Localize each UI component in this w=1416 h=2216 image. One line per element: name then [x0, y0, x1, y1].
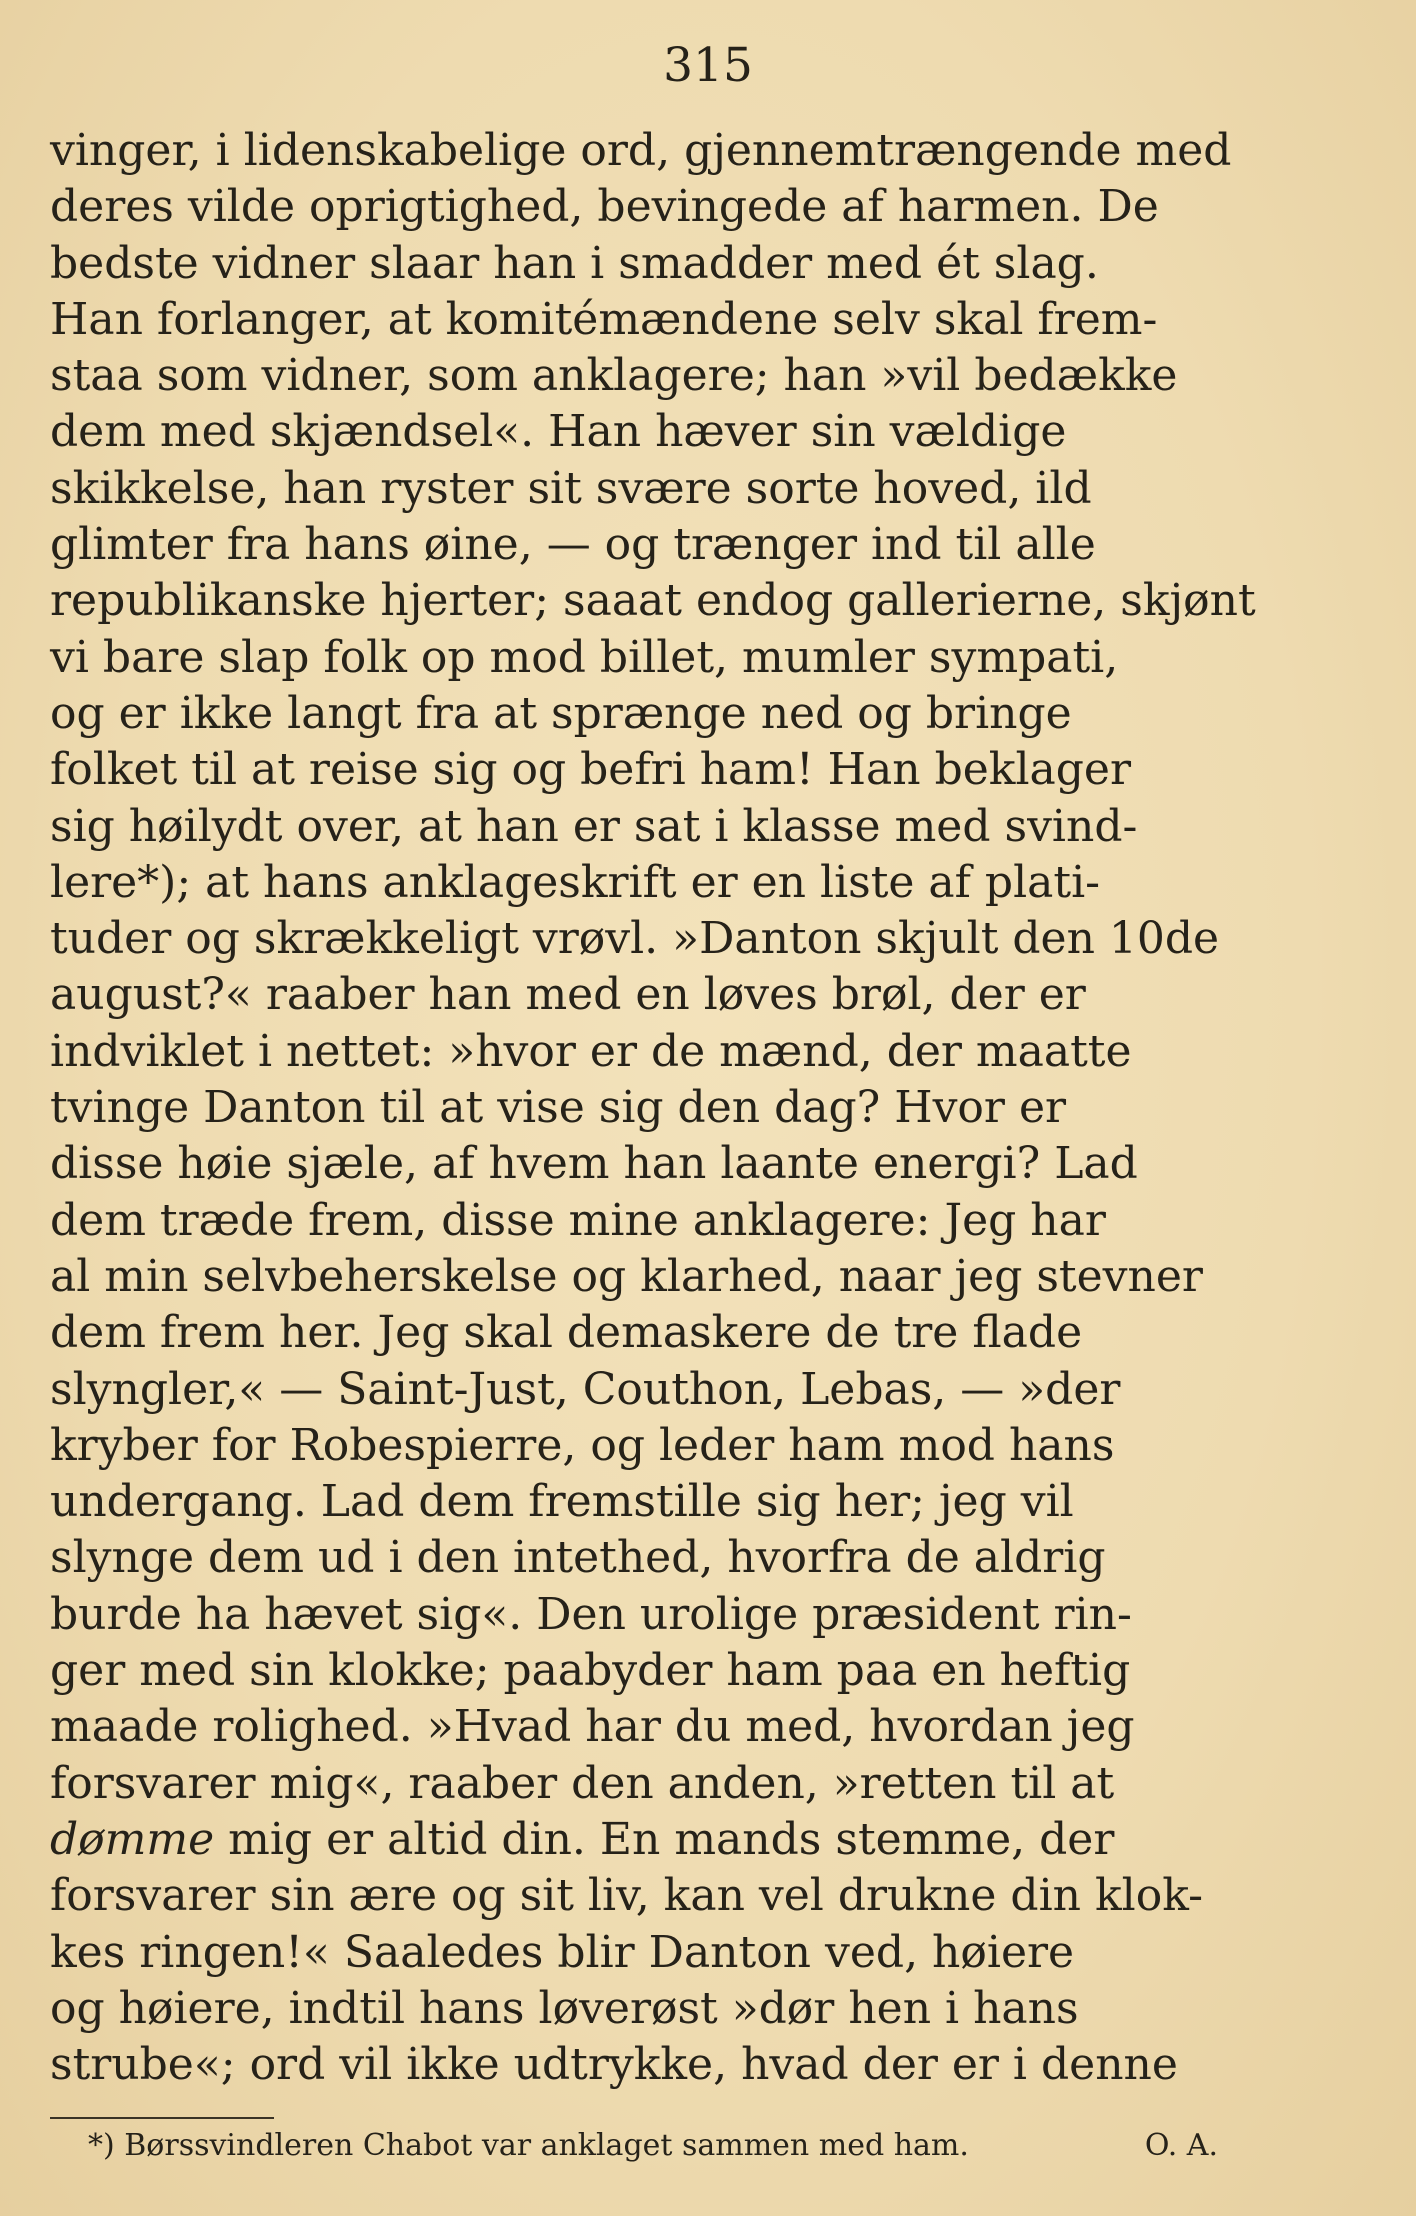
text-line: undergang. Lad dem fremstille sig her; jeg vil — [50, 1476, 1074, 1528]
text-line: republikanske hjerter; saaat endog gallerierne, skjønt — [50, 575, 1256, 627]
footnote-signature: O. A. — [1144, 2128, 1218, 2163]
text-line: sig høilydt over, at han er sat i klasse med svind- — [50, 800, 1138, 852]
text-line: deres vilde oprigtighed, bevingede af harmen. De — [50, 181, 1159, 233]
text-line: disse høie sjæle, af hvem han laante energi? Lad — [50, 1138, 1138, 1190]
text-line: slyngler,« — Saint-Just, Couthon, Lebas, — »der — [50, 1363, 1121, 1415]
text-line: tuder og skrækkeligt vrøvl. »Danton skjult den 10de — [50, 913, 1220, 965]
text-line: dem træde frem, disse mine anklagere: Jeg har — [50, 1194, 1106, 1246]
text-line: ger med sin klokke; paabyder ham paa en heftig — [50, 1645, 1131, 1697]
text-line: glimter fra hans øine, — og trænger ind til alle — [50, 519, 1096, 571]
text-line: staa som vidner, som anklagere; han »vil bedække — [50, 350, 1178, 402]
text-line: vinger, i lidenskabelige ord, gjennemtrængende med — [50, 125, 1232, 176]
text-line: forsvarer sin ære og sit liv, kan vel drukne din klok- — [50, 1870, 1203, 1922]
text-line: dem frem her. Jeg skal demaskere de tre flade — [50, 1307, 1083, 1359]
body-text — [50, 123, 1280, 2093]
footnote — [88, 2121, 1218, 2171]
text-line: al min selvbeherskelse og klarhed, naar jeg stevner — [50, 1250, 1203, 1302]
text-line: forsvarer mig«, raaber den anden, »retten til at — [50, 1757, 1115, 1809]
text-line: Han forlanger, at komitémændene selv skal frem- — [50, 293, 1158, 345]
text-line: skikkelse, han ryster sit svære sorte hoved, ild — [50, 462, 1092, 514]
text-line: folket til at reise sig og befri ham! Han beklager — [50, 744, 1132, 796]
footnote-text: *) Børssvindleren Chabot var anklaget sammen med ham. — [88, 2128, 969, 2163]
text-line: kes ringen!« Saaledes blir Danton ved, høiere — [50, 1926, 1075, 1978]
text-line: tvinge Danton til at vise sig den dag? Hvor er — [50, 1082, 1067, 1134]
text-line: strube«; ord vil ikke udtrykke, hvad der er i denne — [50, 2039, 1178, 2091]
text-line: kryber for Robespierre, og leder ham mod hans — [50, 1419, 1115, 1471]
text-line: og er ikke langt fra at sprænge ned og bringe — [50, 687, 1072, 739]
page-number: 315 — [663, 38, 753, 93]
italic-word: dømme — [50, 1813, 215, 1865]
text-line — [50, 1812, 1280, 1868]
text-line: slynge dem ud i den intethed, hvorfra de aldrig — [50, 1532, 1106, 1584]
text-line: burde ha hævet sig«. Den urolige præsident rin- — [50, 1588, 1132, 1640]
text-line: maade rolighed. »Hvad har du med, hvordan jeg — [50, 1701, 1135, 1753]
text-line: lere*); at hans anklageskrift er en liste af plati- — [50, 856, 1101, 908]
line-rest: mig er altid din. En mands stemme, der — [214, 1813, 1115, 1865]
text-line: dem med skjændsel«. Han hæver sin vældige — [50, 406, 1067, 458]
text-line: august?« raaber han med en løves brøl, der er — [50, 969, 1086, 1021]
text-line: indviklet i nettet: »hvor er de mænd, der maatte — [50, 1025, 1132, 1077]
text-line: vi bare slap folk op mod billet, mumler sympati, — [50, 631, 1119, 683]
text-line: bedste vidner slaar han i smadder med ét slag. — [50, 237, 1099, 289]
footnote-divider — [50, 2117, 274, 2119]
text-line: og høiere, indtil hans løverøst »dør hen i hans — [50, 1982, 1079, 2034]
